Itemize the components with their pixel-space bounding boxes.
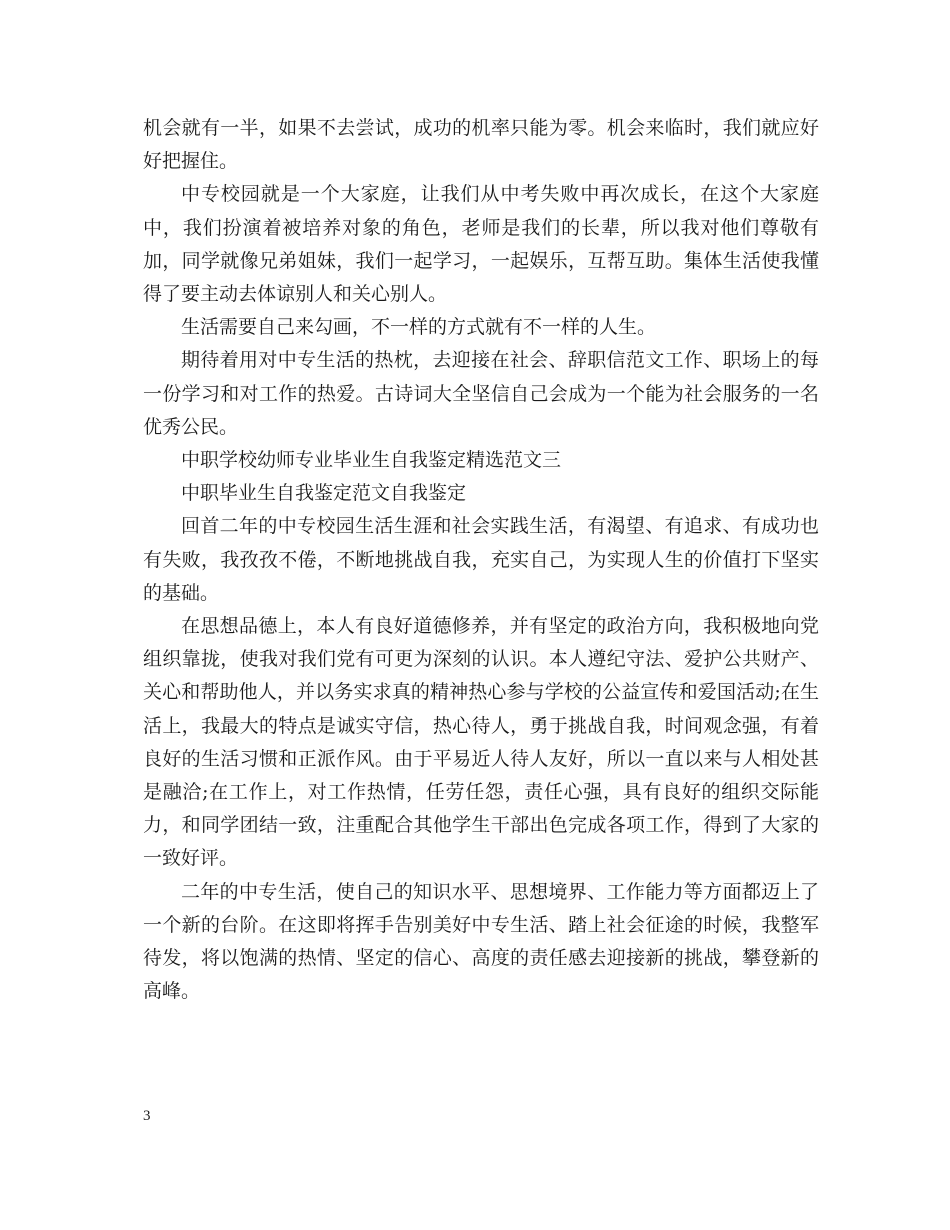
document-body [143, 112, 819, 1008]
section-heading-2: 中职毕业生自我鉴定范文自我鉴定 [181, 482, 467, 505]
paragraph-3: 生活需要自己来勾画，不一样的方式就有不一样的人生。 [181, 316, 657, 339]
paragraph-1: 机会就有一半，如果不去尝试，成功的机率只能为零。机会来临时，我们就应好好把握住。 [143, 117, 819, 173]
paragraph-2: 中专校园就是一个大家庭，让我们从中考失败中再次成长，在这个大家庭中，我们扮演着被培养对象的角色，老师是我们的长辈，所以我对他们尊敬有加，同学就像兄弟姐妹，我们一起学习，一起娱乐，互帮互助。集体生活使我懂得了要主动去体谅别人和关心别人。 [143, 183, 819, 306]
section-heading-1: 中职学校幼师专业毕业生自我鉴定精选范文三 [181, 449, 562, 472]
paragraph-7: 回首二年的中专校园生活生涯和社会实践生活，有渴望、有追求、有成功也有失败，我孜孜不倦，不断地挑战自我，充实自己，为实现人生的价值打下坚实的基础。 [143, 515, 819, 604]
paragraph-4: 期待着用对中专生活的热枕，去迎接在社会、辞职信范文工作、职场上的每一份学习和对工作的热爱。古诗词大全坚信自己会成为一个能为社会服务的一名优秀公民。 [143, 349, 819, 438]
page-number: 3 [143, 1108, 151, 1124]
paragraph-8: 在思想品德上，本人有良好道德修养，并有坚定的政治方向，我积极地向党组织靠拢，使我对我们党有可更为深刻的认识。本人遵纪守法、爱护公共财产、关心和帮助他人，并以务实求真的精神热心参与学校的公益宣传和爱国活动;在生活上，我最大的特点是诚实守信，热心待人，勇于挑战自我，时间观念强，有着良好的生活习惯和正派作风。由于平易近人待人友好，所以一直以来与人相处甚是融洽;在工作上，对工作热情，任劳任怨，责任心强，具有良好的组织交际能力，和同学团结一致，注重配合其他学生干部出色完成各项工作，得到了大家的一致好评。 [143, 615, 819, 870]
paragraph-9: 二年的中专生活，使自己的知识水平、思想境界、工作能力等方面都迈上了一个新的台阶。在这即将挥手告别美好中专生活、踏上社会征途的时候，我整军待发，将以饱满的热情、坚定的信心、高度的责任感去迎接新的挑战，攀登新的高峰。 [143, 880, 819, 1003]
